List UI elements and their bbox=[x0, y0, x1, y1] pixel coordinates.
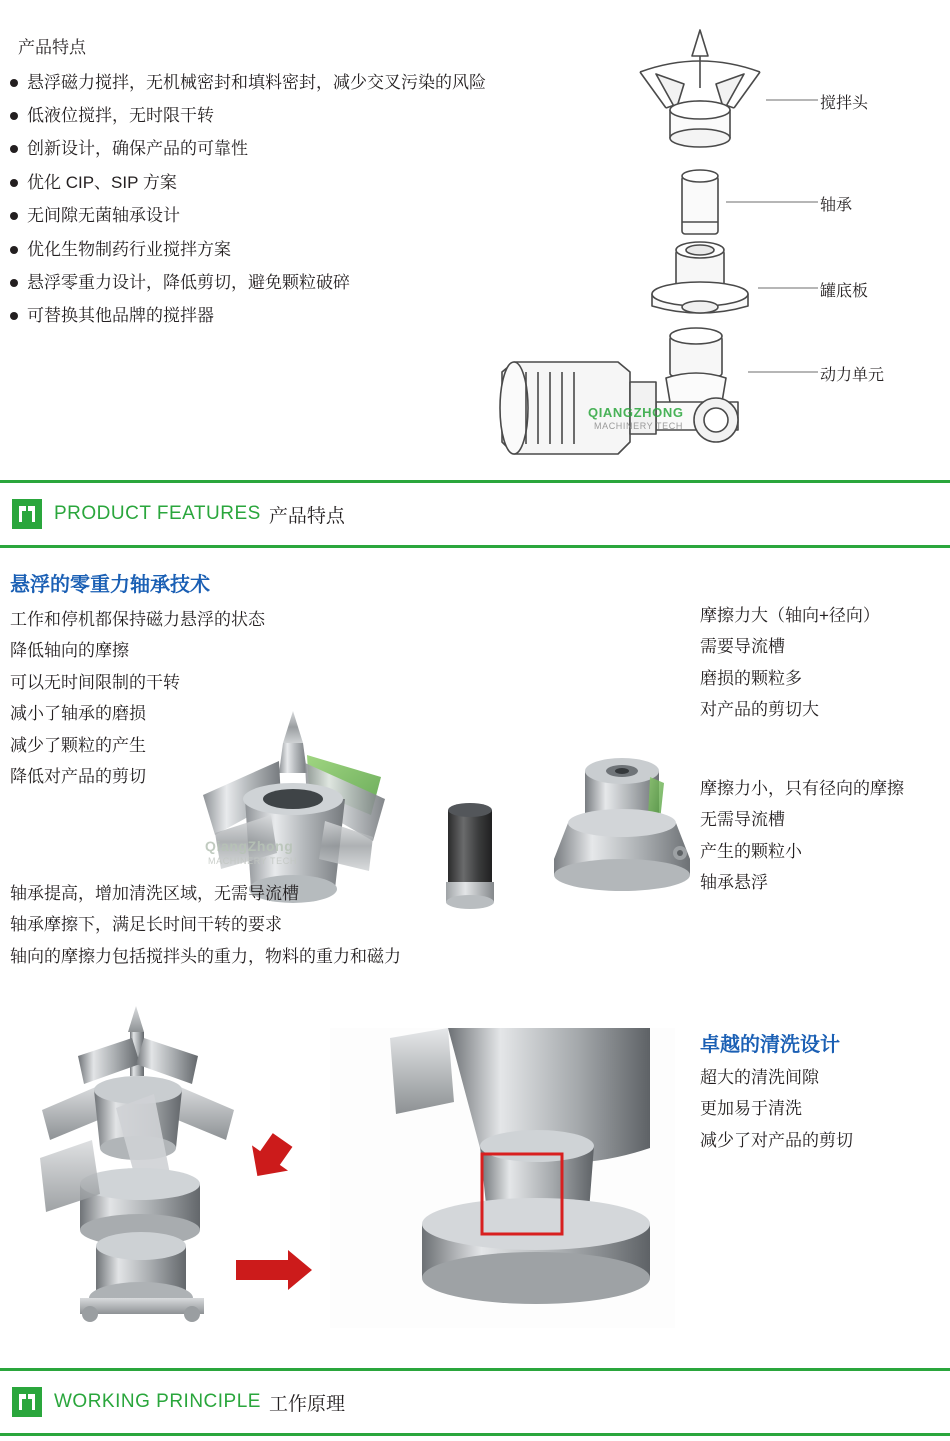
text-line: 降低对产品的剪切 bbox=[10, 767, 146, 787]
bearing-bottom-text-block bbox=[10, 878, 630, 972]
assembly-photo-illustration bbox=[20, 998, 320, 1343]
exploded-assembly-diagram bbox=[470, 10, 940, 480]
section-title-bearing: 悬浮的零重力轴承技术 bbox=[10, 574, 210, 596]
callout-tank-bottom-plate: 罐底板 bbox=[820, 283, 869, 300]
divider-bottom-2 bbox=[0, 1433, 950, 1436]
section2-watermark-name: QiangZhong bbox=[205, 838, 294, 854]
text-line: 减少了颗粒的产生 bbox=[10, 735, 146, 755]
band-title-cn: 工作原理 bbox=[268, 1393, 345, 1415]
callout-power-unit: 动力单元 bbox=[820, 367, 885, 384]
text-line: 超大的清洗间隙 bbox=[700, 1068, 819, 1087]
company-logo-icon bbox=[12, 1387, 42, 1417]
features-heading: 产品特点 bbox=[18, 38, 86, 57]
text-line: 磨损的颗粒多 bbox=[700, 668, 802, 688]
bullet-icon bbox=[10, 212, 18, 220]
feature-text: 低液位搅拌，无时限干转 bbox=[27, 106, 214, 126]
bearing-right-bottom-text-block bbox=[700, 773, 950, 899]
cleaning-gap-photo bbox=[330, 1028, 675, 1328]
company-logo-icon bbox=[12, 499, 42, 529]
brand-watermark-sub: MACHINERY TECH bbox=[594, 421, 683, 431]
text-line: 减小了轴承的磨损 bbox=[10, 704, 146, 724]
text-line: 无需导流槽 bbox=[700, 810, 785, 830]
text-line: 轴承摩擦下，满足长时间干转的要求 bbox=[10, 915, 282, 935]
section2-watermark-sub: MACHINERY TECH bbox=[208, 856, 297, 866]
cleaning-design-section bbox=[0, 978, 950, 1368]
band-title-en: WORKING PRINCIPLE bbox=[54, 1391, 261, 1412]
text-line: 摩擦力大（轴向+径向） bbox=[700, 606, 880, 625]
text-line: 更加易于清洗 bbox=[700, 1099, 802, 1119]
assembly-photo-left bbox=[20, 998, 320, 1343]
product-features-section bbox=[0, 0, 950, 480]
cleaning-gap-illustration bbox=[330, 1028, 675, 1328]
bullet-icon bbox=[10, 145, 18, 153]
feature-text: 悬浮磁力搅拌，无机械密封和填料密封，减少交叉污染的风险 bbox=[27, 72, 486, 92]
text-line: 减少了对产品的剪切 bbox=[700, 1130, 853, 1150]
logo-glyph-icon bbox=[17, 1392, 37, 1412]
bullet-icon bbox=[10, 246, 18, 254]
text-line: 产生的颗粒小 bbox=[700, 841, 802, 861]
bullet-icon bbox=[10, 179, 18, 187]
feature-text: 创新设计，确保产品的可靠性 bbox=[27, 139, 248, 159]
feature-text: 可替换其他品牌的搅拌器 bbox=[27, 306, 214, 326]
feature-text: 悬浮零重力设计，降低剪切，避免颗粒破碎 bbox=[27, 272, 350, 292]
bullet-icon bbox=[10, 279, 18, 287]
text-line: 轴向的摩擦力包括搅拌头的重力，物料的重力和磁力 bbox=[10, 946, 401, 966]
callout-mixing-head: 搅拌头 bbox=[820, 95, 869, 112]
text-line: 需要导流槽 bbox=[700, 637, 785, 657]
bullet-icon bbox=[10, 312, 18, 320]
callout-bearing: 轴承 bbox=[820, 197, 853, 214]
assembly-illustration bbox=[470, 10, 940, 480]
text-line: 轴承提高，增加清洗区域，无需导流槽 bbox=[10, 884, 299, 903]
logo-glyph-icon bbox=[17, 504, 37, 524]
feature-text: 优化 CIP、SIP 方案 bbox=[27, 172, 177, 192]
band-working-principle bbox=[0, 1371, 950, 1433]
bullet-icon bbox=[10, 79, 18, 87]
bearing-technology-section bbox=[0, 548, 950, 978]
band-title-en: PRODUCT FEATURES bbox=[54, 503, 261, 524]
text-line: 可以无时间限制的干转 bbox=[10, 672, 180, 692]
band-title-cn: 产品特点 bbox=[268, 505, 345, 527]
brand-watermark-name: QIANGZHONG bbox=[588, 405, 684, 420]
bullet-icon bbox=[10, 112, 18, 120]
text-line: 工作和停机都保持磁力悬浮的状态 bbox=[10, 610, 265, 629]
text-line: 摩擦力小，只有径向的摩擦 bbox=[700, 779, 904, 798]
band-product-features bbox=[0, 483, 950, 545]
text-line: 轴承悬浮 bbox=[700, 873, 768, 893]
bearing-right-top-text-block bbox=[700, 600, 950, 726]
section-title-cleaning: 卓越的清洗设计 bbox=[700, 1034, 840, 1056]
feature-text: 优化生物制药行业搅拌方案 bbox=[27, 239, 231, 259]
text-line: 对产品的剪切大 bbox=[700, 700, 819, 720]
text-line: 降低轴向的摩擦 bbox=[10, 641, 129, 661]
cleaning-text-block bbox=[700, 1062, 950, 1156]
feature-text: 无间隙无菌轴承设计 bbox=[27, 206, 180, 226]
